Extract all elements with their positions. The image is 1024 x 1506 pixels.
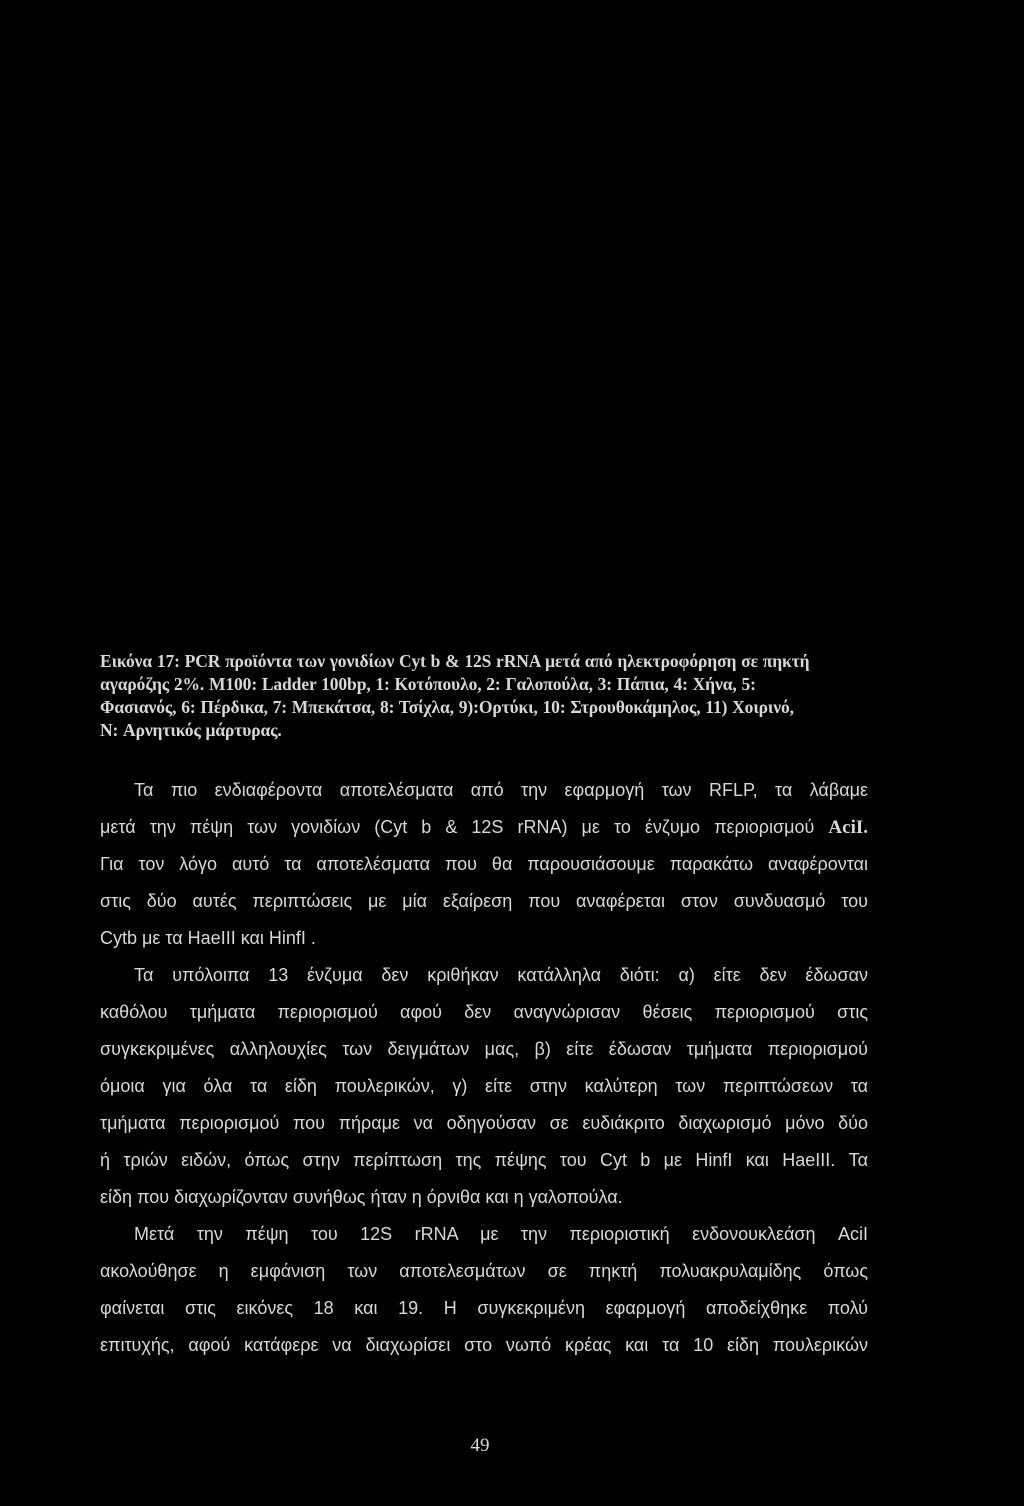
paragraph-line: Τα υπόλοιπα 13 ένζυμα δεν κριθήκαν κατάλληλα διότι: α) είτε δεν έδωσαν: [134, 965, 868, 985]
caption-line: Εικόνα 17: PCR προϊόντα των γονιδίων Cyt b & 12S rRNA μετά από ηλεκτροφόρηση σε πηκτή: [100, 651, 810, 671]
paragraph-line: Τα πιο ενδιαφέροντα αποτελέσματα από την εφαρμογή των RFLP, τα λάβαμε: [134, 780, 868, 800]
paragraph-line: Μετά την πέψη του 12S rRNA με την περιοριστική ενδονουκλεάση AciI: [134, 1224, 868, 1244]
paragraph-line: ακολούθησε η εμφάνιση των αποτελεσμάτων σε πηκτή πολυακρυλαμίδης όπως: [100, 1261, 868, 1281]
paragraph-line: όμοια για όλα τα είδη πουλερικών, γ) είτε στην καλύτερη των περιπτώσεων τα: [100, 1076, 868, 1096]
gel-electrophoresis-image: [0, 0, 1024, 625]
paragraph-line: είδη που διαχωρίζονταν συνήθως ήταν η όρνιθα και η γαλοπούλα.: [100, 1187, 623, 1207]
paragraph-line: τμήματα περιορισμού που πήραμε να οδηγούσαν σε ευδιάκριτο διαχωρισμό μόνο δύο: [100, 1113, 868, 1133]
figure-caption: [100, 650, 868, 742]
paragraph-line: επιτυχής, αφού κατάφερε να διαχωρίσει στο νωπό κρέας και τα 10 είδη πουλερικών: [100, 1335, 868, 1355]
paragraph-line: ή τριών ειδών, όπως στην περίπτωση της πέψης του Cyt b με HinfI και HaeIII. Τα: [100, 1150, 868, 1170]
caption-line: N: Αρνητικός μάρτυρας.: [100, 720, 282, 740]
paragraph-line-text: μετά την πέψη των γονιδίων (Cyt b & 12S rRNA) με το ένζυμο περιορισμού: [100, 817, 815, 837]
paragraph-line: συγκεκριμένες αλληλουχίες των δειγμάτων μας, β) είτε έδωσαν τμήματα περιορισμού: [100, 1039, 868, 1059]
paragraph-line: Για τον λόγο αυτό τα αποτελέσματα που θα παρουσιάσουμε παρακάτω αναφέρονται: [100, 854, 868, 874]
paragraph-line: καθόλου τμήματα περιορισμού αφού δεν αναγνώρισαν θέσεις περιορισμού στις: [100, 1002, 868, 1022]
enzyme-name: AciI.: [828, 817, 868, 838]
paragraph-other-enzymes: [100, 957, 868, 1216]
caption-line: αγαρόζης 2%. M100: Ladder 100bp, 1: Κοτόπουλο, 2: Γαλοπούλα, 3: Πάπια, 4: Χήνα, 5:: [100, 674, 756, 694]
paragraph-line: φαίνεται στις εικόνες 18 και 19. Η συγκεκριμένη εφαρμογή αποδείχθηκε πολύ: [100, 1298, 868, 1318]
paragraph-line: [100, 809, 868, 846]
paragraph-line: στις δύο αυτές περιπτώσεις με μία εξαίρεση που αναφέρεται στον συνδυασμό του: [100, 891, 868, 911]
paragraph-line: Cytb με τα HaeIII και HinfI .: [100, 928, 316, 948]
page-number: 49: [470, 1435, 490, 1456]
paragraph-rflp-results: [100, 772, 868, 957]
paragraph-12s-digest: [100, 1216, 868, 1364]
caption-line: Φασιανός, 6: Πέρδικα, 7: Μπεκάτσα, 8: Τσίχλα, 9):Ορτύκι, 10: Στρουθοκάμηλος, 11) Χοιρινό,: [100, 697, 794, 717]
